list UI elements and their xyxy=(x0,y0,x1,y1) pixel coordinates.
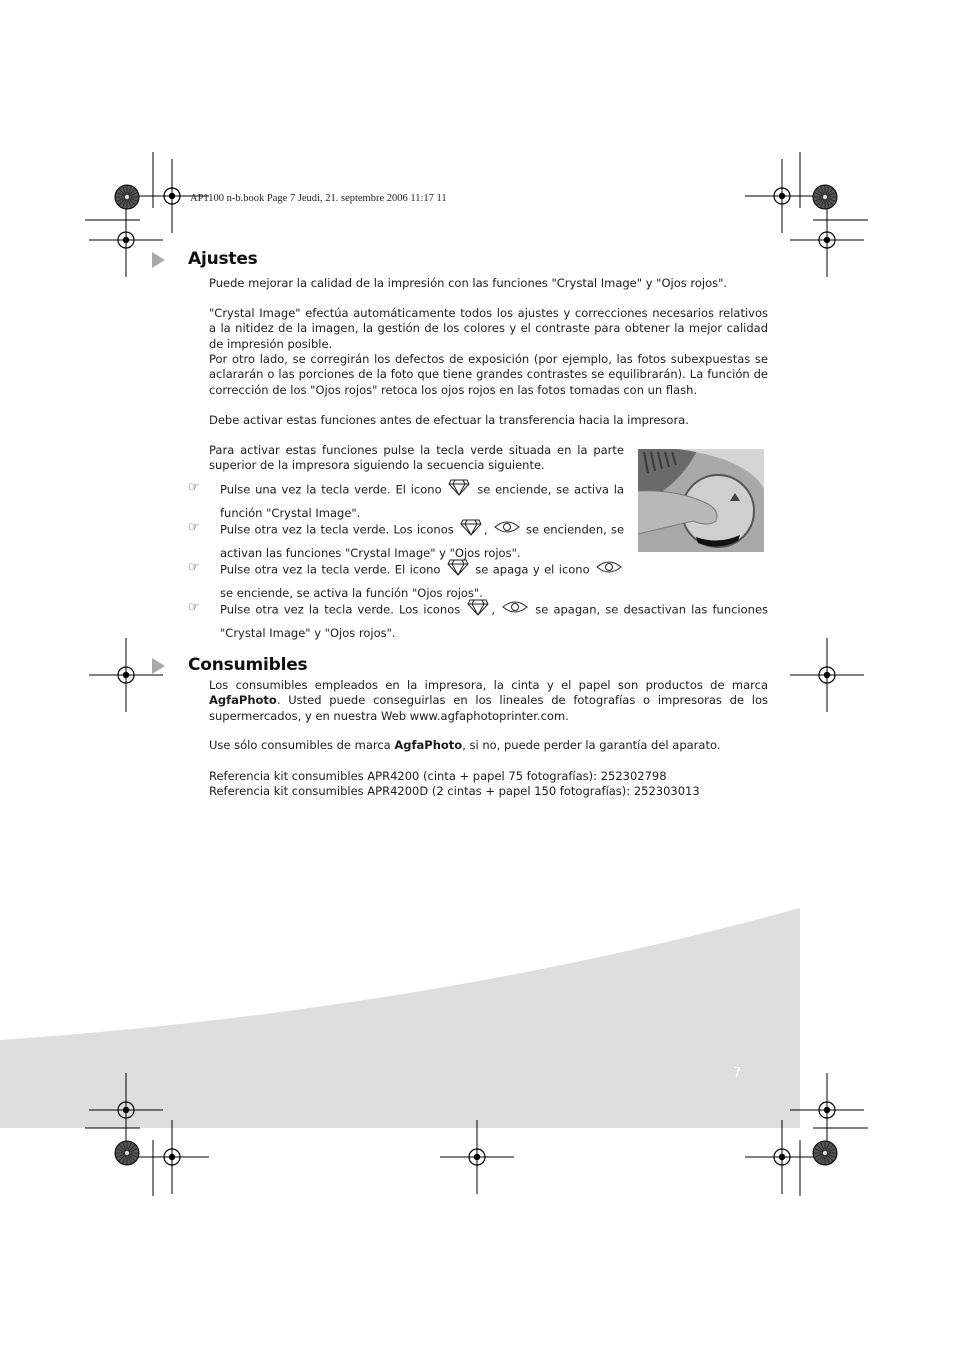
model-code: APR4200D xyxy=(367,784,429,798)
page-number: 7 xyxy=(733,1066,742,1081)
eye-icon xyxy=(494,519,520,541)
eye-icon xyxy=(596,559,622,581)
list-item: ☞ Pulse otra vez la tecla verde. El icono se apaga y el icono se enciende, se activa la función "Ojos rojos". xyxy=(188,557,624,603)
pointing-hand-icon: ☞ xyxy=(188,600,200,615)
consumibles-paragraph-1: Los consumibles empleados en la impresora, la cinta y el papel son productos de marca AgfaPhoto. Usted puede conseguirlas en los lineales de fotografías o impresoras de los supermercados, y en nuestra Web www.agfaphotoprinter.com. xyxy=(209,678,768,723)
section-arrow-icon xyxy=(152,252,165,268)
diamond-icon xyxy=(460,517,482,543)
reference-code: 252303013 xyxy=(633,784,700,798)
ajustes-paragraph-5: Para activar estas funciones pulse la tecla verde situada en la parte superior de la impresora siguiendo la secuencia siguiente. xyxy=(209,443,624,473)
list-item: ☞ Pulse otra vez la tecla verde. Los iconos , se encienden, se activan las funciones "Crystal Image" y "Ojos rojos". xyxy=(188,517,624,563)
ajustes-paragraph-2: "Crystal Image" efectúa automáticamente todos los ajustes y correcciones necesarios relativos a la nitidez de la imagen, la gestión de los colores y el contraste para obtener la mejor calidad de impresión posible. xyxy=(209,306,768,351)
consumibles-reference-1: Referencia kit consumibles APR4200 (cinta + papel 75 fotografías): 252302798 xyxy=(209,769,667,783)
list-item: ☞ Pulse otra vez la tecla verde. Los iconos , se apagan, se desactivan las funciones "Crystal Image" y "Ojos rojos". xyxy=(188,597,768,643)
ajustes-paragraph-3: Por otro lado, se corregirán los defectos de exposición (por ejemplo, las fotos subexpuestas se aclararán o las porciones de la foto que tiene grandes contrastes se equilibrarán). La función de corrección de los "Ojos rojos" retoca los ojos rojos en las fotos tomadas con un flash. xyxy=(209,352,768,397)
consumibles-reference-2: Referencia kit consumibles APR4200D (2 cintas + papel 150 fotografías): 252303013 xyxy=(209,784,700,798)
pointing-hand-icon: ☞ xyxy=(188,560,200,575)
reference-code: 252302798 xyxy=(600,769,667,783)
ajustes-paragraph-1: Puede mejorar la calidad de la impresión con las funciones "Crystal Image" y "Ojos rojos". xyxy=(209,276,728,290)
running-head: AP1100 n-b.book Page 7 Jeudi, 21. septembre 2006 11:17 11 xyxy=(190,193,447,204)
section-title-ajustes: Ajustes xyxy=(188,249,258,269)
pointing-hand-icon: ☞ xyxy=(188,520,200,535)
consumibles-paragraph-2: Use sólo consumibles de marca AgfaPhoto, si no, puede perder la garantía del aparato. xyxy=(209,738,721,752)
diamond-icon xyxy=(467,597,489,623)
pointing-hand-icon: ☞ xyxy=(188,480,200,495)
list-item: ☞ Pulse una vez la tecla verde. El icono se enciende, se activa la función "Crystal Image". xyxy=(188,477,624,523)
model-code: APR4200 xyxy=(367,769,420,783)
section-title-consumibles: Consumibles xyxy=(188,655,308,675)
section-arrow-icon xyxy=(152,658,165,674)
diamond-icon xyxy=(448,477,470,503)
diamond-icon xyxy=(447,557,469,583)
ajustes-paragraph-4: Debe activar estas funciones antes de efectuar la transferencia hacia la impresora. xyxy=(209,413,689,427)
printer-button-photo xyxy=(638,449,764,552)
website-link[interactable]: www.agfaphotoprinter.com xyxy=(409,708,566,723)
eye-icon xyxy=(502,599,528,621)
